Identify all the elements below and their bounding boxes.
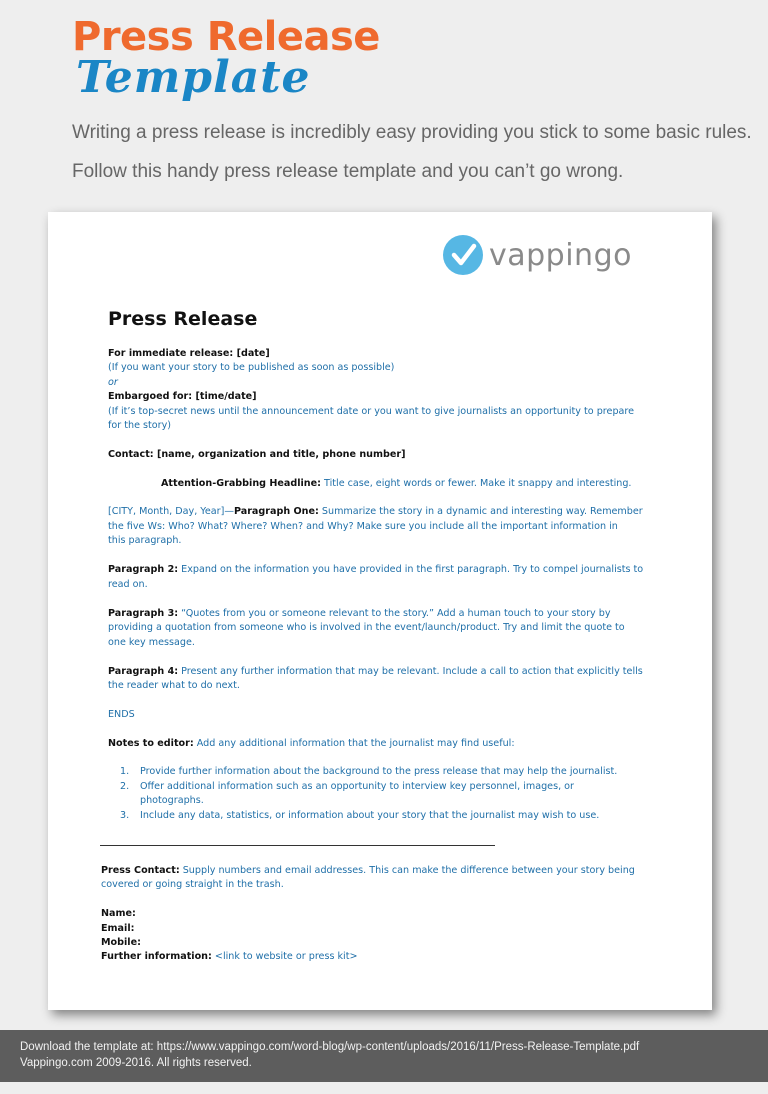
list-number: 2. xyxy=(120,780,130,792)
page-title: Press Release xyxy=(72,14,380,60)
name-label: Name: xyxy=(101,908,136,919)
list-number: 1. xyxy=(120,766,130,777)
paragraph-2-text-1: Expand on the information you have provided in the first paragraph. Try to compel journalists to xyxy=(178,564,644,575)
document-title: Press Release xyxy=(108,308,258,330)
immediate-release-note: (If you want your story to be published as soon as possible) xyxy=(108,362,395,373)
press-contact-text-2: covered or going straight in the trash. xyxy=(101,879,284,890)
footer-download-link[interactable]: Download the template at: https://www.vappingo.com/word-blog/wp-content/uploads/2016/11/Press-Release-Template.pdf xyxy=(20,1041,640,1053)
intro-text-1: Writing a press release is incredibly easy providing you stick to some basic rules. xyxy=(72,122,752,143)
paragraph-4-text-2: the reader what to do next. xyxy=(108,680,240,691)
list-item xyxy=(120,780,620,809)
paragraph-one-text-3: this paragraph. xyxy=(108,535,182,546)
headline-text: Title case, eight words or fewer. Make it snappy and interesting. xyxy=(320,478,632,489)
paragraph-4-text-1: Present any further information that may be relevant. Include a call to action that explicitly tells xyxy=(178,666,643,677)
paragraph-one-prefix: [CITY, Month, Day, Year]— xyxy=(108,506,234,517)
ends-text: ENDS xyxy=(108,709,135,720)
further-info-line xyxy=(101,950,641,965)
logo-text: vappingo xyxy=(489,237,632,273)
list-item xyxy=(120,765,620,780)
list-item-text: Offer additional information such as an opportunity to interview key personnel, images, or xyxy=(140,780,574,792)
embargo-note-1: (If it’s top-secret news until the announcement date or you want to give journalists an opportunity to prepare xyxy=(108,406,635,417)
headline-label: Attention-Grabbing Headline: xyxy=(161,478,321,489)
paragraph-4-line-1 xyxy=(108,665,648,680)
footer-copyright: Vappingo.com 2009-2016. All rights reserved. xyxy=(20,1057,252,1069)
email-label: Email: xyxy=(101,923,135,934)
list-item-text: Include any data, statistics, or information about your story that the journalist may wish to use. xyxy=(140,809,600,821)
paragraph-one-line-1 xyxy=(108,505,648,520)
list-item-text: Provide further information about the background to the press release that may help the journalist. xyxy=(140,766,618,777)
paragraph-3-text-3: one key message. xyxy=(108,637,195,648)
document-page xyxy=(48,212,712,1010)
contact-line: Contact: [name, organization and title, phone number] xyxy=(108,449,406,460)
paragraph-4-label: Paragraph 4: xyxy=(108,666,179,677)
list-number: 3. xyxy=(120,809,130,821)
notes-label: Notes to editor: xyxy=(108,738,194,749)
paragraph-3-label: Paragraph 3: xyxy=(108,608,179,619)
mobile-label: Mobile: xyxy=(101,937,141,948)
paragraph-2-label: Paragraph 2: xyxy=(108,564,179,575)
press-contact-label: Press Contact: xyxy=(101,865,180,876)
further-info-link[interactable]: <link to website or press kit> xyxy=(211,951,358,962)
embargo-note-2: for the story) xyxy=(108,420,172,431)
paragraph-2-line-1 xyxy=(108,563,648,578)
list-item xyxy=(120,809,620,824)
paragraph-one-label: Paragraph One: xyxy=(233,506,319,517)
headline-line xyxy=(161,477,701,492)
immediate-release-label: For immediate release: [date] xyxy=(108,348,270,359)
notes-list xyxy=(120,765,620,823)
paragraph-one-text-1: Summarize the story in a dynamic and interesting way. Remember xyxy=(318,506,643,517)
page-subtitle: Template xyxy=(76,52,311,103)
paragraph-3-line-1 xyxy=(108,607,648,622)
vappingo-logo xyxy=(443,234,632,276)
paragraph-2-text-2: read on. xyxy=(108,579,148,590)
paragraph-3-text-1: “Quotes from you or someone relevant to the story.” Add a human touch to your story by xyxy=(178,608,611,619)
paragraph-one-text-2: the five Ws: Who? What? Where? When? and Why? Make sure you include all the important information in xyxy=(108,521,618,532)
notes-line xyxy=(108,737,648,752)
paragraph-3-text-2: providing a quotation from someone who is involved in the event/launch/product. Try and limit the quote to xyxy=(108,622,625,633)
list-item-text: photographs. xyxy=(140,795,204,806)
embargo-label: Embargoed for: [time/date] xyxy=(108,391,257,402)
press-contact-line-1 xyxy=(101,864,661,879)
further-info-label: Further information: xyxy=(101,951,212,962)
check-icon xyxy=(443,235,483,275)
or-text: or xyxy=(108,377,118,388)
footer-bar xyxy=(0,1030,768,1082)
intro-text-2: Follow this handy press release template and you can’t go wrong. xyxy=(72,161,624,182)
divider xyxy=(100,845,495,846)
press-contact-text-1: Supply numbers and email addresses. This can make the difference between your story being xyxy=(179,865,635,876)
notes-text: Add any additional information that the journalist may find useful: xyxy=(193,738,515,749)
